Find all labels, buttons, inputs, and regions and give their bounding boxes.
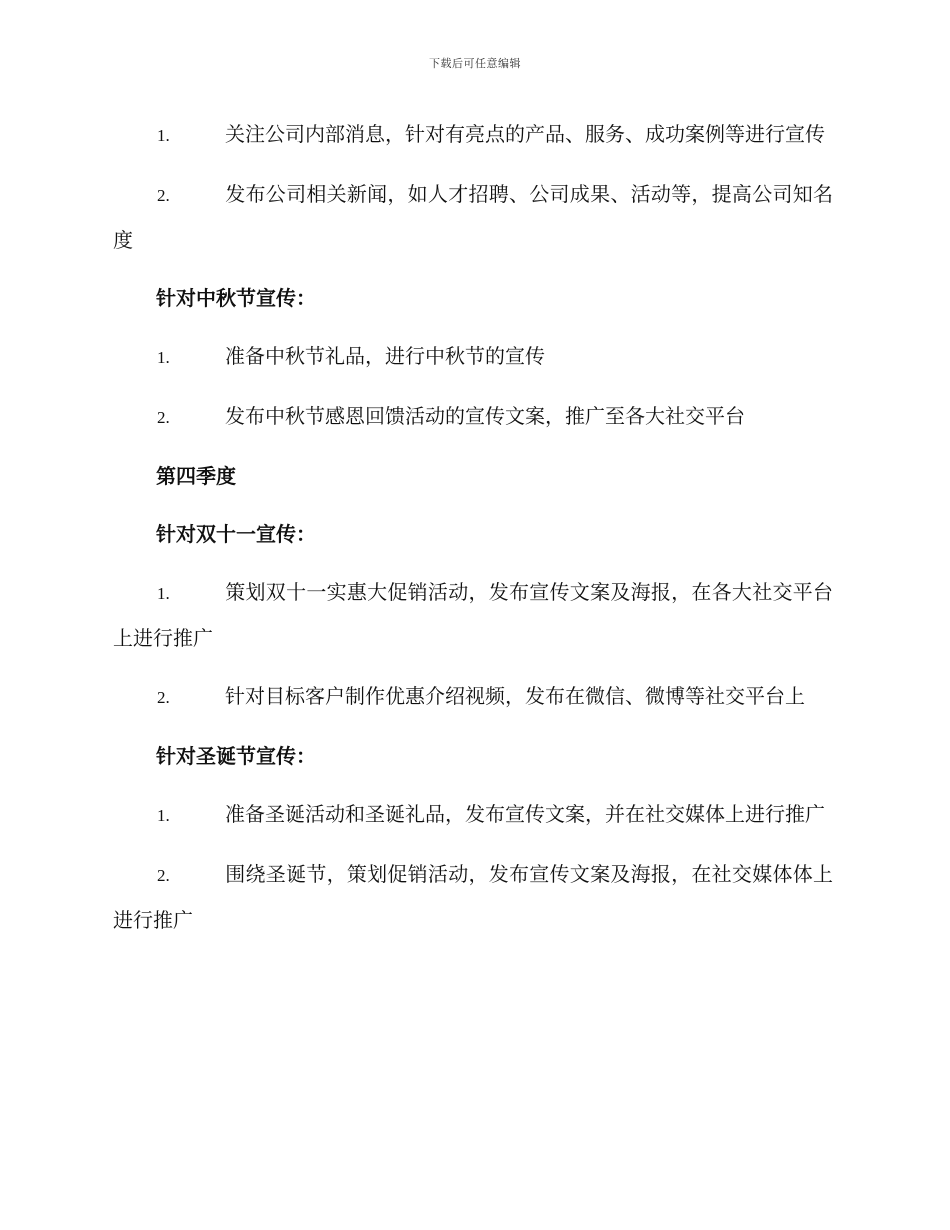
section-heading-christmas: 针对圣诞节宣传： (156, 744, 316, 768)
item-number: 1. (157, 806, 170, 825)
list-item (113, 792, 833, 838)
item-number: 1. (157, 348, 170, 367)
item-number: 1. (157, 584, 170, 603)
item-number: 2. (157, 688, 170, 707)
section-heading-q4: 第四季度 (156, 464, 236, 488)
item-number: 2. (157, 408, 170, 427)
page-header: 下载后可任意编辑 (429, 57, 521, 70)
list-item (113, 852, 833, 942)
list-item (113, 172, 833, 262)
section-heading-double-eleven: 针对双十一宣传： (156, 522, 316, 546)
item-text: 发布中秋节感恩回馈活动的宣传文案，推广至各大社交平台 (225, 404, 745, 428)
item-text: 策划双十一实惠大促销活动，发布宣传文案及海报，在各大社交平台上进行推广 (113, 580, 833, 650)
list-item (113, 394, 833, 440)
item-text: 针对目标客户制作优惠介绍视频，发布在微信、微博等社交平台上 (225, 684, 805, 708)
item-number: 1. (157, 126, 170, 145)
item-text: 发布公司相关新闻，如人才招聘、公司成果、活动等，提高公司知名度 (113, 182, 833, 252)
item-number: 2. (157, 866, 170, 885)
item-text: 准备圣诞活动和圣诞礼品，发布宣传文案，并在社交媒体上进行推广 (225, 802, 825, 826)
list-item (113, 334, 833, 380)
item-text: 围绕圣诞节，策划促销活动，发布宣传文案及海报，在社交媒体体上进行推广 (113, 862, 833, 932)
list-item (113, 112, 833, 158)
item-text: 准备中秋节礼品，进行中秋节的宣传 (225, 344, 545, 368)
section-heading-mid-autumn: 针对中秋节宣传： (156, 286, 316, 310)
document-body (113, 112, 833, 956)
item-number: 2. (157, 186, 170, 205)
item-text: 关注公司内部消息，针对有亮点的产品、服务、成功案例等进行宣传 (225, 122, 825, 146)
list-item (113, 570, 833, 660)
list-item (113, 674, 833, 720)
